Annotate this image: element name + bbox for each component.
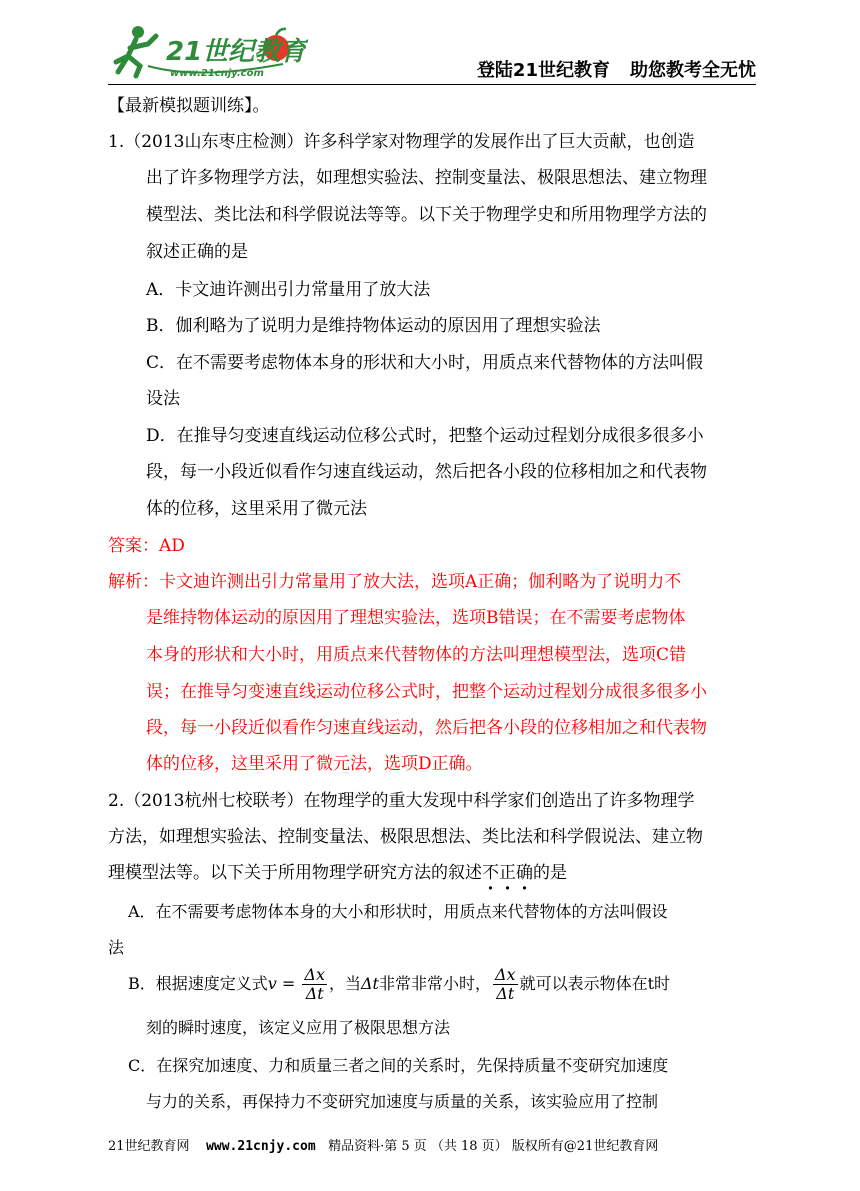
q1-option-c: C．在不需要考虑物体本身的形状和大小时，用质点来代替物体的方法叫假 — [146, 353, 704, 373]
q2-line-2: 方法，如理想实验法、控制变量法、极限思想法、类比法和科学假说法、建立物 — [108, 827, 703, 847]
q2-option-b-mid1: ，当 — [328, 974, 361, 993]
q1-analysis-6: 体的位移，这里采用了微元法，选项D正确。 — [146, 754, 483, 774]
ratio-fraction — [493, 966, 518, 1003]
velocity-symbol: v — [267, 974, 277, 993]
page-header — [108, 14, 756, 84]
fraction-numerator: Δx — [494, 965, 516, 984]
q1-line-2: 出了许多物理学方法，如理想实验法、控制变量法、极限思想法、建立物理 — [146, 168, 707, 188]
velocity-fraction — [302, 966, 327, 1003]
q1-option-b: B．伽利略为了说明力是维持物体运动的原因用了理想实验法 — [146, 316, 601, 336]
q2-line-3 — [108, 861, 567, 885]
running-figure-icon — [116, 26, 156, 76]
equals-sign: = — [276, 974, 301, 993]
q2-option-a: A．在不需要考虑物体本身的大小和形状时，用质点来代替物体的方法叫假设 — [128, 902, 668, 921]
logo — [108, 14, 308, 84]
header-tagline — [457, 56, 756, 82]
q2-option-c-cont: 与力的关系，再保持力不变研究加速度与质量的关系，该实验应用了控制 — [146, 1092, 659, 1111]
page-footer — [108, 1135, 756, 1154]
footer-site: 21世纪教育网 — [108, 1139, 190, 1154]
tagline-login: 登陆21世纪教育 — [476, 60, 610, 81]
q2-option-a-cont: 法 — [108, 938, 125, 957]
fraction-denominator: Δt — [496, 984, 515, 1003]
fraction-numerator: Δx — [304, 965, 325, 984]
q1-option-d-cont-2: 体的位移，这里采用了微元法 — [146, 499, 367, 519]
q1-line-4: 叙述正确的是 — [146, 242, 248, 262]
q2-option-b-suffix: 就可以表示物体在t时 — [519, 974, 670, 993]
section-title: 【最新模拟题训练】。 — [108, 96, 270, 116]
fraction-denominator: Δt — [305, 984, 324, 1003]
q1-analysis-1: 解析：卡文迪许测出引力常量用了放大法，选项A正确；伽利略为了说明力不 — [108, 572, 682, 592]
q2-option-b — [128, 964, 670, 1004]
q2-line-1: 2.（2013杭州七校联考）在物理学的重大发现中科学家们创造出了许多物理学 — [108, 791, 695, 811]
q2-emphasis — [482, 863, 533, 883]
footer-url: www.21cnjy.com — [206, 1139, 316, 1154]
q2-line-3-text: 理模型法等。以下关于所用物理学研究方法的叙述 — [108, 863, 482, 883]
q2-option-b-prefix: B．根据速度定义式 — [128, 974, 268, 993]
q2-line-3-end: 的是 — [533, 863, 567, 883]
q2-option-b-mid2: 非常非常小时， — [378, 974, 491, 993]
delta-t-symbol: Δt — [360, 974, 379, 993]
logo-text: 21世纪教育 — [166, 37, 307, 67]
q1-option-a: A．卡文迪许测出引力常量用了放大法 — [146, 280, 431, 300]
emphasis-char: 正 — [499, 863, 516, 883]
footer-info: 精品资料·第 5 页 （共 18 页） 版权所有@21世纪教育网 — [328, 1139, 659, 1154]
q1-analysis-2: 是维持物体运动的原因用了理想实验法，选项B错误；在不需要考虑物体 — [146, 608, 686, 628]
q1-option-d: D．在推导匀变速直线运动位移公式时，把整个运动过程划分成很多很多小 — [146, 426, 704, 446]
q2-option-b-cont: 刻的瞬时速度，该定义应用了极限思想方法 — [146, 1018, 451, 1037]
q1-analysis-5: 段，每一小段近似看作匀速直线运动，然后把各小段的位移相加之和代表物 — [146, 718, 707, 738]
q1-analysis-4: 误；在推导匀变速直线运动位移公式时，把整个运动过程划分成很多很多小 — [146, 682, 707, 702]
q1-line-3: 模型法、类比法和科学假说法等等。以下关于物理学史和所用物理学方法的 — [146, 205, 707, 225]
q1-option-c-cont: 设法 — [146, 389, 180, 409]
emphasis-char: 不 — [482, 863, 499, 883]
q1-line-1: 1.（2013山东枣庄检测）许多科学家对物理学的发展作出了巨大贡献，也创造 — [108, 132, 695, 152]
q2-option-c: C．在探究加速度、力和质量三者之间的关系时，先保持质量不变研究加速度 — [128, 1056, 669, 1075]
emphasis-char: 确 — [516, 863, 533, 883]
logo-url: www.21cnjy.com — [170, 68, 264, 79]
q1-answer: 答案：AD — [108, 536, 185, 556]
tagline-slogan: 助您教考全无忧 — [630, 60, 756, 81]
q1-option-d-cont-1: 段，每一小段近似看作匀速直线运动，然后把各小段的位移相加之和代表物 — [146, 462, 707, 482]
header-divider — [108, 84, 756, 85]
q1-analysis-3: 本身的形状和大小时，用质点来代替物体的方法叫理想模型法，选项C错 — [146, 645, 687, 665]
